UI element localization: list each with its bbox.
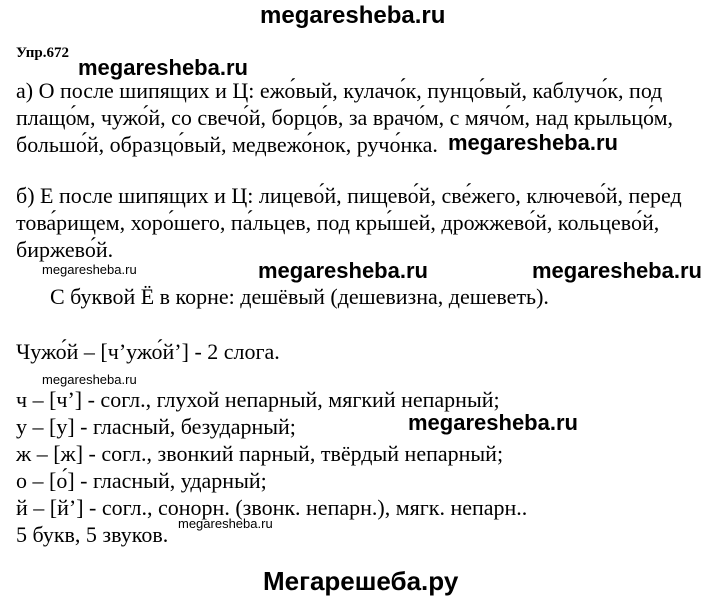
yo-root-line: С буквой Ё в корне: дешёвый (дешевизна, дешеветь). [50,284,549,309]
phonetic-line-u: у – [у] - гласный, безударный; [16,414,296,439]
watermark: megaresheba.ru [448,130,618,155]
watermark: megaresheba.ru [408,410,578,435]
watermark: megaresheba.ru [178,516,273,531]
section-b-line-2: това́рищем, хоро́шего, па́льцев, под кры́шей, дрожжево́й, кольцево́й, [16,210,660,235]
section-a-line-3: большо́й, образцо́вый, медвежо́нок, ручо́нка. [16,132,438,157]
phonetic-line-zh: ж – [ж] - согл., звонкий парный, твёрдый непарный; [16,441,504,466]
footer-brand: Мегарешеба.ру [263,566,459,596]
exercise-number: Упр.672 [16,45,70,61]
phonetic-line-o: о – [о́] - гласный, ударный; [16,468,267,493]
header-watermark: megaresheba.ru [260,2,446,29]
section-b-line-1: б) Е после шипящих и Ц: лицево́й, пищево́й, све́жего, ключево́й, перед [16,183,682,208]
watermark: megaresheba.ru [78,55,248,80]
letters-sounds-count: 5 букв, 5 звуков. [16,522,169,547]
section-a-line-2: плащо́м, чужо́й, со свечо́й, борцо́в, за врачо́м, с мячо́м, над крыльцо́м, [16,105,674,130]
watermark: megaresheba.ru [42,262,137,277]
watermark: megaresheba.ru [42,372,137,387]
section-a-line-1: а) О после шипящих и Ц: ежо́вый, кулачо́к, пунцо́вый, каблучо́к, под [16,78,663,103]
phonetic-line-y: й – [й’] - согл., сонорн. (звонк. непарн.), мягк. непарн.. [16,495,528,520]
phonetic-title: Чужо́й – [ч’ужо́й’] - 2 слога. [16,339,280,364]
watermark: megaresheba.ru [258,258,428,283]
watermark: megaresheba.ru [532,258,702,283]
phonetic-line-ch: ч – [ч’] - согл., глухой непарный, мягкий непарный; [16,387,500,412]
section-b-line-3: биржево́й. [16,237,114,262]
